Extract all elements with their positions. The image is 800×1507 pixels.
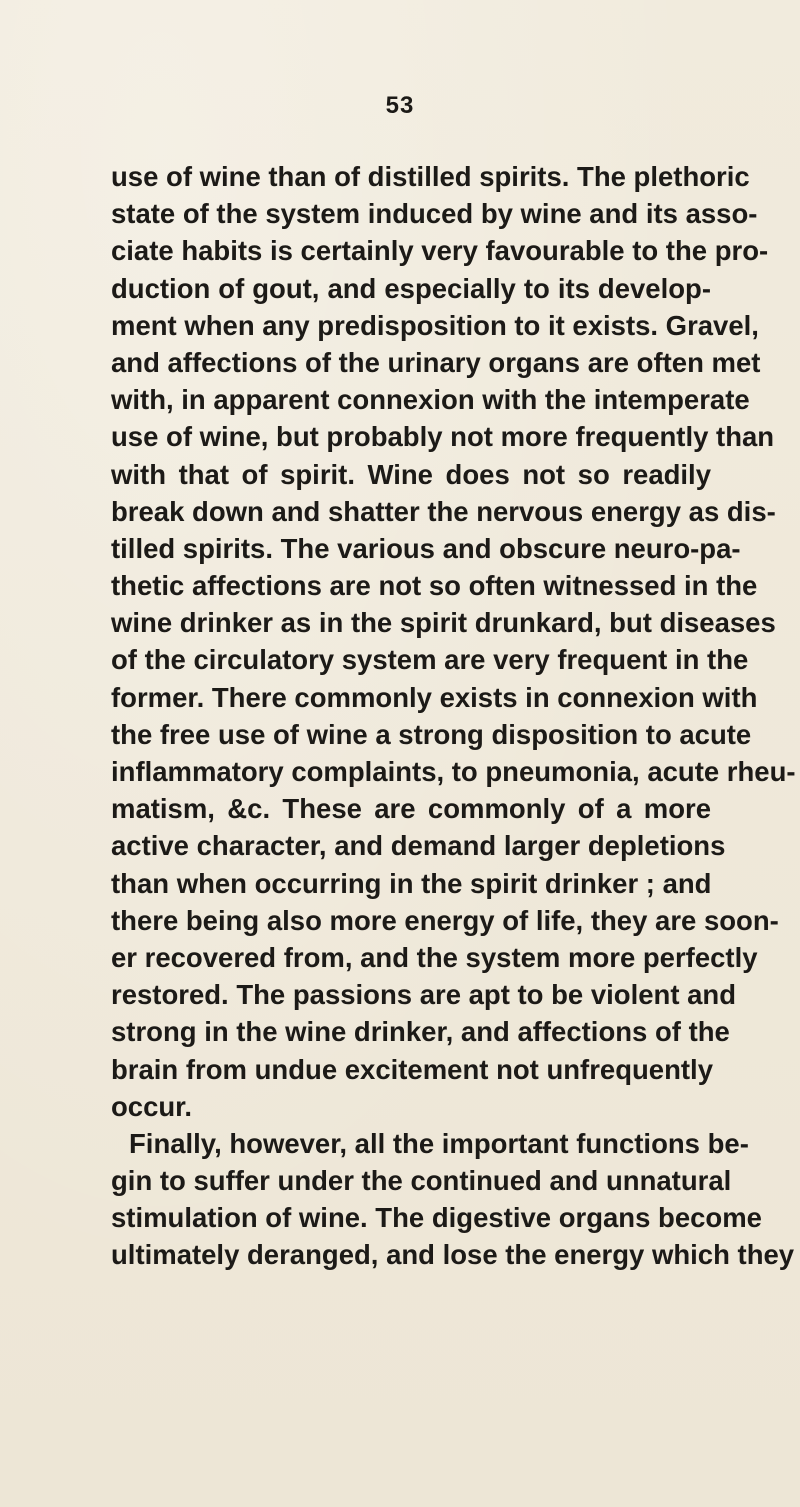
text-line: of the circulatory system are very frequent in the [111, 644, 749, 676]
text-line: gin to suffer under the continued and unnatural [111, 1165, 732, 1197]
text-line: wine drinker as in the spirit drunkard, but diseases [111, 607, 776, 639]
text-line: use of wine, but probably not more frequently than [111, 421, 775, 453]
text-line: break down and shatter the nervous energy as dis- [111, 495, 776, 527]
text-line: and affections of the urinary organs are often met [111, 346, 761, 378]
text-line: the free use of wine a strong disposition to acute [111, 718, 752, 750]
text-line: former. There commonly exists in connexion with [111, 681, 758, 713]
text-line: state of the system induced by wine and its asso- [111, 198, 758, 230]
text-line: occur. [111, 1090, 193, 1122]
text-line: strong in the wine drinker, and affections of the [111, 1016, 730, 1048]
text-line: duction of gout, and especially to its develop- [111, 272, 711, 304]
text-line: brain from undue excitement not unfrequently [111, 1053, 713, 1085]
text-line: thetic affections are not so often witnessed in the [111, 570, 758, 602]
text-line: with that of spirit. Wine does not so readily [111, 458, 711, 490]
text-line: tilled spirits. The various and obscure neuro-pa- [111, 532, 741, 564]
text-line: ment when any predisposition to it exists. Gravel, [111, 309, 759, 341]
text-line: matism, &c. These are commonly of a more [111, 793, 711, 825]
text-line: ciate habits is certainly very favourable to the pro- [111, 235, 769, 267]
text-line: inflammatory complaints, to pneumonia, acute rheu- [111, 756, 796, 787]
text-line: with, in apparent connexion with the intemperate [111, 384, 750, 416]
page-number: 53 [385, 92, 415, 119]
body-text [111, 158, 796, 1274]
text-line: active character, and demand larger depletions [111, 830, 726, 862]
text-line: use of wine than of distilled spirits. The plethoric [111, 161, 750, 192]
text-line: Finally, however, all the important functions be- [129, 1127, 749, 1159]
text-line: er recovered from, and the system more perfectly [111, 941, 758, 973]
text-line: restored. The passions are apt to be violent and [111, 979, 737, 1011]
text-line: ultimately deranged, and lose the energy which they [111, 1239, 795, 1271]
text-line: stimulation of wine. The digestive organs become [111, 1202, 762, 1234]
text-line: there being also more energy of life, they are soon- [111, 904, 779, 936]
text-line: than when occurring in the spirit drinker ; and [111, 867, 712, 899]
